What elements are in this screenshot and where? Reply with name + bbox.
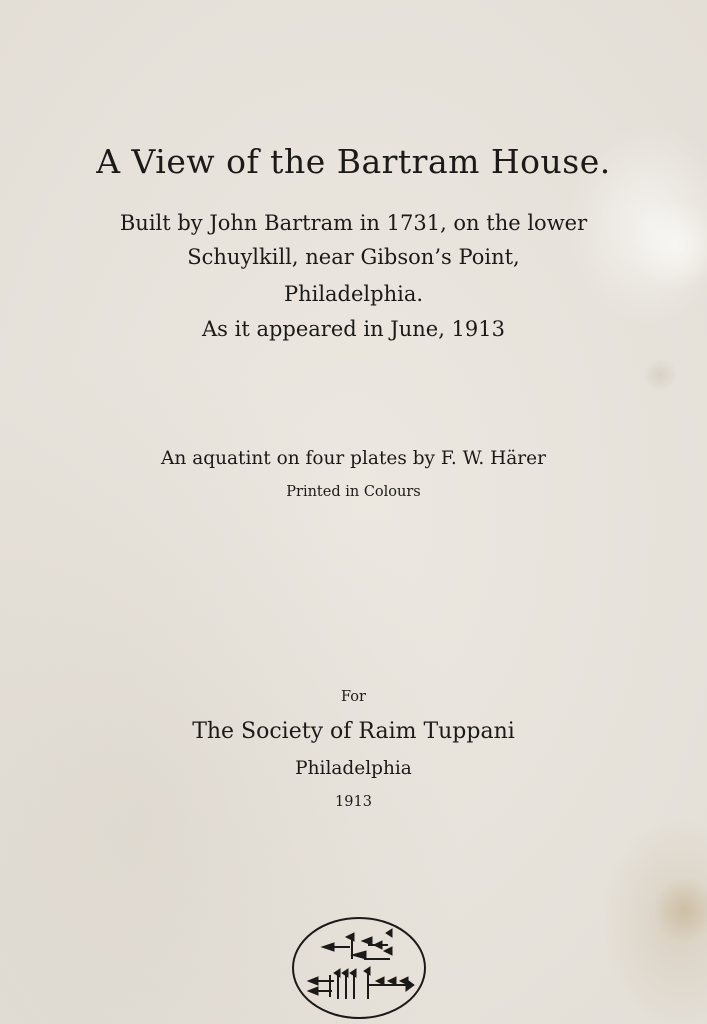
paper-stain (640, 360, 680, 390)
publication-year: 1913 (335, 794, 372, 810)
cuneiform-seal-icon (290, 915, 428, 1021)
paper-stain (655, 875, 707, 945)
description-line: An aquatint on four plates by F. W. Härer (161, 448, 546, 469)
subtitle-line-1: Built by John Bartram in 1731, on the lower (119, 211, 588, 235)
dedication-prefix: For (341, 689, 366, 705)
subtitle-line-3: Philadelphia. (283, 282, 424, 306)
page-title: A View of the Bartram House. (96, 142, 611, 181)
society-name: The Society of Raim Tuppani (192, 719, 515, 744)
subtitle-line-2: Schuylkill, near Gibson’s Point, (187, 245, 520, 269)
publisher-city: Philadelphia (295, 758, 412, 779)
subtitle-line-4: As it appeared in June, 1913 (202, 317, 505, 341)
printing-note: Printed in Colours (286, 484, 421, 500)
